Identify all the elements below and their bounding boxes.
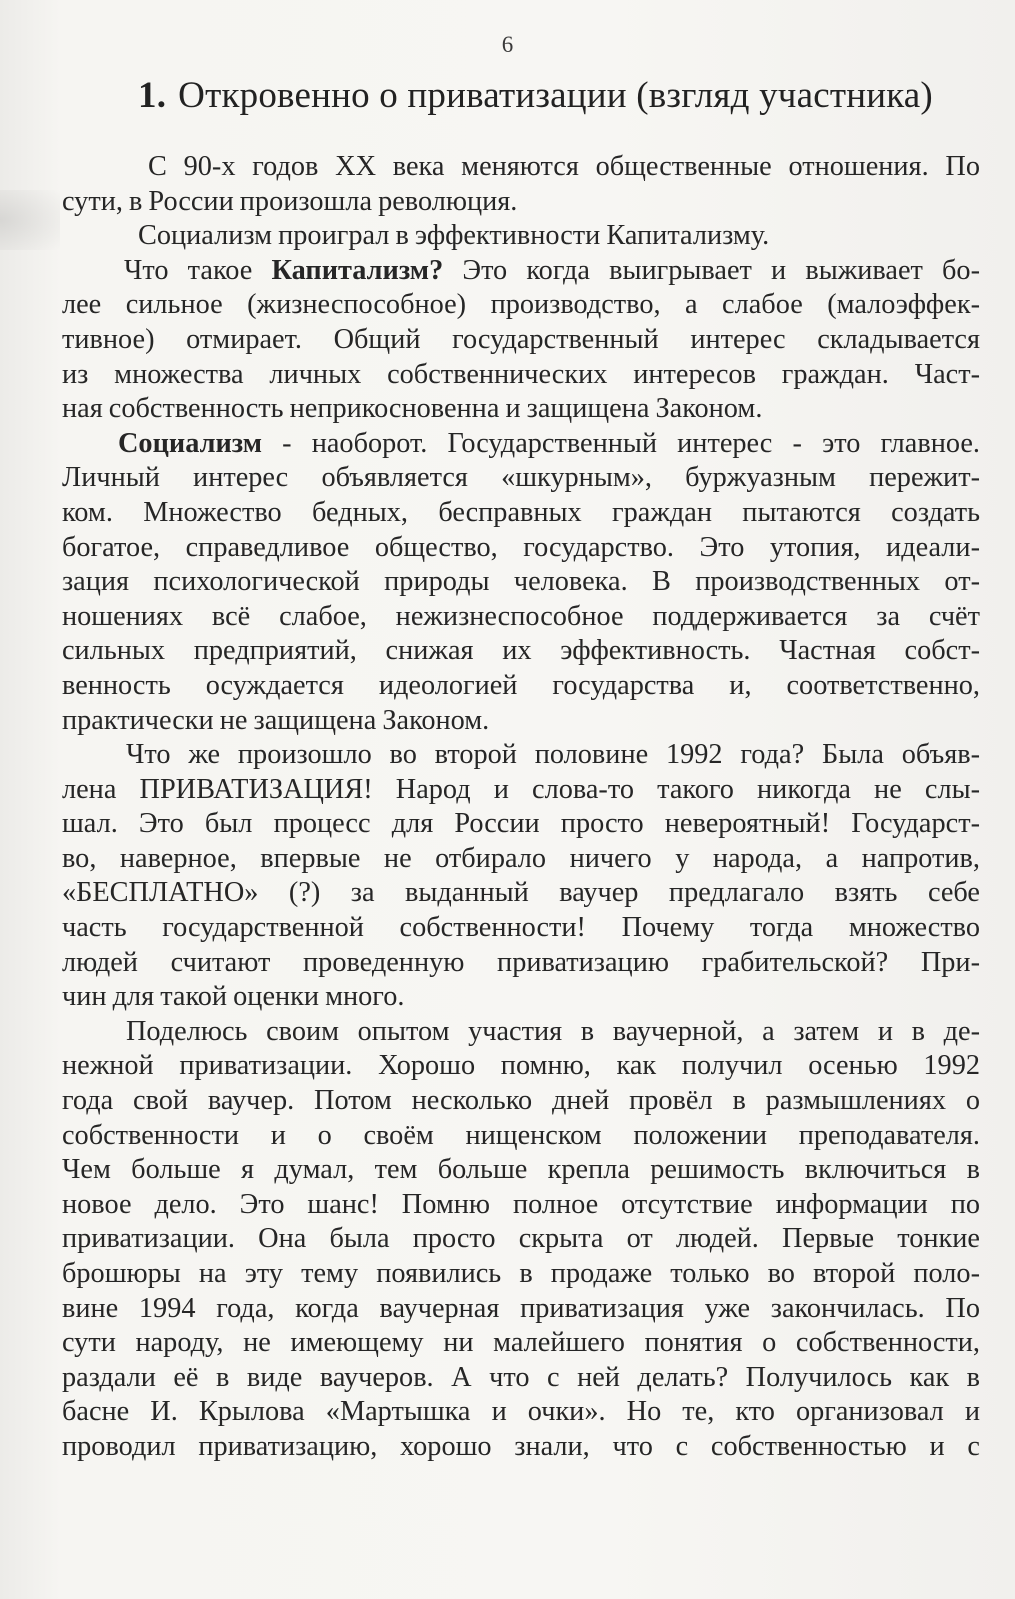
text-line: лее сильное (жизнеспособное) производство, а слабое (малоэффек-: [62, 289, 980, 321]
text-line-part: Что такое: [124, 254, 272, 286]
text-line: Личный интерес объявляется «шкурным», буржуазным пережит-: [62, 462, 980, 494]
text-line: во, наверное, впервые не отбирало ничего у народа, а напротив,: [62, 842, 980, 874]
text-line: ная собственность неприкосновенна и защищена Законом.: [62, 393, 763, 425]
text-line: года свой ваучер. Потом несколько дней провёл в размышлениях о: [62, 1085, 980, 1117]
text-line: [62, 254, 980, 289]
text-line: богатое, справедливое общество, государство. Это утопия, идеали-: [62, 531, 980, 563]
text-line: [62, 427, 980, 462]
text-line: ком. Множество бедных, бесправных граждан пытаются создать: [62, 496, 980, 528]
text-line: С 90-х годов XX века меняются общественные отношения. По: [148, 151, 980, 182]
bold-term: Капитализм?: [271, 254, 444, 286]
text-line: зация психологической природы человека. В производственных от-: [62, 566, 980, 598]
text-line: лена ПРИВАТИЗАЦИЯ! Народ и слова-то такого никогда не слы-: [62, 773, 980, 805]
text-line: Поделюсь своим опытом участия в ваучерной, а затем и в де-: [126, 1015, 980, 1047]
text-line: людей считают проведенную приватизацию грабительской? При-: [62, 946, 980, 978]
text-line: нежной приватизации. Хорошо помню, как получил осенью 1992: [62, 1050, 980, 1082]
chapter-title-text: Откровенно о приватизации (взгляд участника): [178, 75, 933, 116]
text-line: сути, в России произошла революция.: [62, 185, 518, 217]
text-line: Что же произошло во второй половине 1992 года? Была объяв-: [126, 739, 980, 771]
text-line: венность осуждается идеологией государства и, соответственно,: [62, 669, 980, 701]
text-line: Социализм проиграл в эффективности Капитализму.: [138, 220, 770, 252]
text-line: новое дело. Это шанс! Помню полное отсутствие информации по: [62, 1188, 980, 1220]
text-line: ношениях всё слабое, нежизнеспособное поддерживается за счёт: [62, 600, 980, 632]
text-line: тивное) отмирает. Общий государственный интерес складывается: [62, 323, 980, 355]
body-text: [62, 150, 980, 1465]
text-line: часть государственной собственности! Почему тогда множество: [62, 912, 980, 944]
text-line: «БЕСПЛАТНО» (?) за выданный ваучер предлагало взять себе: [62, 877, 980, 909]
text-line: шал. Это был процесс для России просто невероятный! Государст-: [62, 808, 980, 840]
scan-shadow: [0, 190, 60, 250]
text-line: приватизации. Она была просто скрыта от людей. Первые тонкие: [62, 1223, 980, 1255]
text-line: проводил приватизацию, хорошо знали, что с собственностью и с: [62, 1430, 980, 1462]
chapter-number: 1.: [138, 75, 167, 116]
text-line: собственности и о своём нищенском положении преподавателя.: [62, 1119, 980, 1151]
text-line: практически не защищена Законом.: [62, 704, 490, 736]
text-line: сути народу, не имеющему ни малейшего понятия о собственности,: [62, 1327, 980, 1359]
text-line-part: Это когда выигрывает и выживает бо-: [443, 254, 980, 286]
text-line: басне И. Крылова «Мартышка и очки». Но те, кто организовал и: [62, 1396, 980, 1428]
text-line: раздали её в виде ваучеров. А что с ней делать? Получилось как в: [62, 1361, 980, 1393]
bold-term: Социализм: [118, 427, 263, 459]
text-line: чин для такой оценки много.: [62, 981, 405, 1013]
text-line: из множества личных собственнических интересов граждан. Част-: [62, 358, 980, 390]
text-line-part: - наоборот. Государственный интерес - это главное.: [262, 427, 980, 459]
page-number: 6: [501, 32, 514, 57]
text-line: сильных предприятий, снижая их эффективность. Частная собст-: [62, 635, 980, 667]
text-line: Чем больше я думал, тем больше крепла решимость включиться в: [62, 1154, 980, 1186]
text-line: вине 1994 года, когда ваучерная приватизация уже закончилась. По: [62, 1292, 980, 1324]
text-line: брошюры на эту тему появились в продаже только во второй поло-: [62, 1258, 980, 1289]
chapter-title: [138, 74, 933, 117]
